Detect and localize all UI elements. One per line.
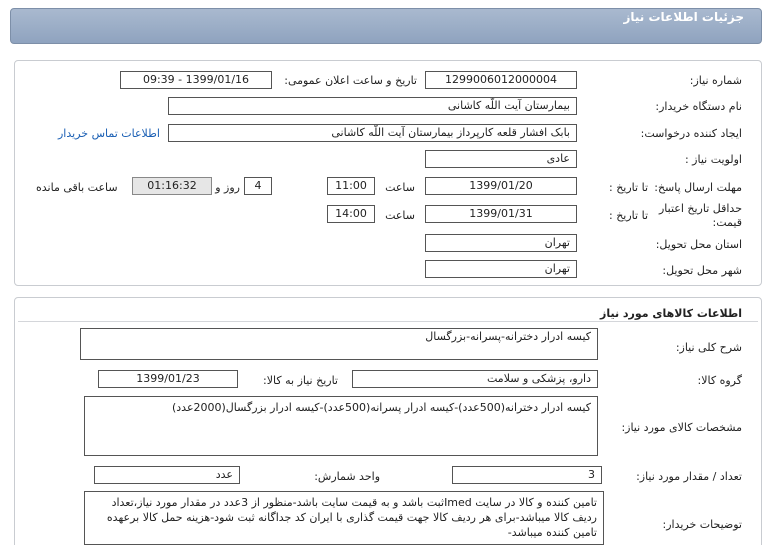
need-number-label: شماره نیاز: [689, 74, 742, 87]
reply-until-label: تا تاریخ : [609, 181, 648, 194]
goods-group-field: دارو، پزشکی و سلامت [352, 370, 598, 388]
goods-title-divider [18, 321, 758, 322]
min-validity-label-1: حداقل تاریخ اعتبار [658, 202, 742, 215]
specs-field: کیسه ادرار دخترانه(500عدد)-کیسه ادرار پسرانه(500عدد)-کیسه ادرار بزرگسال(2000عدد) [84, 396, 598, 456]
priority-field: عادی [425, 150, 577, 168]
province-field: تهران [425, 234, 577, 252]
city-label: شهر محل تحویل: [662, 264, 742, 277]
reply-date-field: 1399/01/20 [425, 177, 577, 195]
goods-group-label: گروه کالا: [697, 374, 742, 387]
province-label: استان محل تحویل: [655, 238, 742, 251]
validity-time-field: 14:00 [327, 205, 375, 223]
need-date-label: تاریخ نیاز به کالا: [263, 374, 338, 387]
reply-deadline-label: مهلت ارسال پاسخ: [654, 181, 742, 194]
remaining-label: ساعت باقی مانده [36, 181, 118, 194]
validity-date-field: 1399/01/31 [425, 205, 577, 223]
buyer-org-label: نام دستگاه خریدار: [655, 100, 742, 113]
buyer-notes-label: توضیحات خریدار: [662, 518, 742, 531]
buyer-notes-field: تامین کننده و کالا در سایت Imedثبت باشد و به قیمت سایت باشد-منظور از 3عدد در مقدار مورد نیاز،تعداد ردیف کالا میباشد-برای هر ردیف کالا جهت قیمت گذاری با ایران کد جداگانه ثبت شود-هزینه حمل کالا برعهده تامین کننده میباشد- [84, 491, 604, 545]
announce-label: تاریخ و ساعت اعلان عمومی: [284, 74, 417, 87]
creator-field: بابک افشار قلعه کارپرداز بیمارستان آیت اللّه کاشانی [168, 124, 577, 142]
page-title: جزئیات اطلاعات نیاز [623, 10, 744, 24]
reply-time-field: 11:00 [327, 177, 375, 195]
buyer-org-field: بیمارستان آیت اللّه کاشانی [168, 97, 577, 115]
priority-label: اولویت نیاز : [684, 153, 742, 166]
quantity-label: تعداد / مقدار مورد نیاز: [636, 470, 742, 483]
unit-field: عدد [94, 466, 240, 484]
remaining-time-field: 01:16:32 [132, 177, 212, 195]
need-info-panel [14, 60, 762, 286]
min-validity-label-2: قیمت: [712, 216, 742, 229]
buyer-contact-link[interactable]: اطلاعات تماس خریدار [58, 127, 160, 140]
days-field: 4 [244, 177, 272, 195]
quantity-field: 3 [452, 466, 602, 484]
specs-label: مشخصات کالای مورد نیاز: [621, 421, 742, 434]
days-label: روز و [215, 181, 240, 194]
creator-label: ایجاد کننده درخواست: [640, 127, 742, 140]
announce-field: 1399/01/16 - 09:39 [120, 71, 272, 89]
goods-section-title: اطلاعات کالاهای مورد نیاز [600, 307, 742, 320]
city-field: تهران [425, 260, 577, 278]
need-number-field: 1299006012000004 [425, 71, 577, 89]
unit-label: واحد شمارش: [314, 470, 380, 483]
general-description-field: کیسه ادرار دخترانه-پسرانه-بزرگسال [80, 328, 598, 360]
validity-time-label: ساعت [385, 209, 415, 222]
general-description-label: شرح کلی نیاز: [675, 341, 742, 354]
reply-time-label: ساعت [385, 181, 415, 194]
validity-until-label: تا تاریخ : [609, 209, 648, 222]
need-date-field: 1399/01/23 [98, 370, 238, 388]
